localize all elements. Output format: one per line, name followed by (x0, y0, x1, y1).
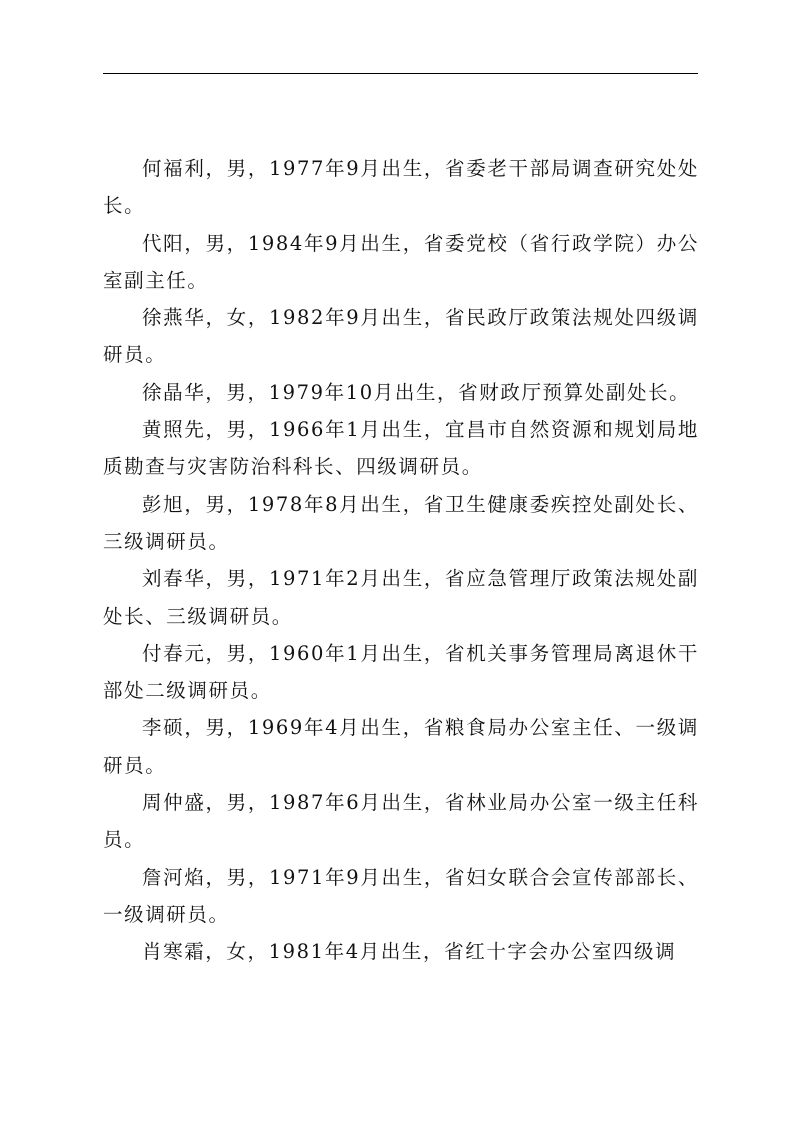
personnel-entry: 徐燕华，女，1982年9月出生，省民政厅政策法规处四级调研员。 (103, 306, 699, 367)
personnel-entry: 李硕，男，1969年4月出生，省粮食局办公室主任、一级调研员。 (103, 716, 699, 777)
personnel-entry: 詹河焰，男，1971年9月出生，省妇女联合会宣传部部长、一级调研员。 (103, 865, 699, 926)
personnel-entry: 代阳，男，1984年9月出生，省委党校（省行政学院）办公室副主任。 (103, 231, 699, 292)
document-body (103, 150, 699, 971)
personnel-entry: 刘春华，男，1971年2月出生，省应急管理厅政策法规处副处长、三级调研员。 (103, 567, 699, 628)
personnel-entry: 肖寒霜，女，1981年4月出生，省红十字会办公室四级调 (142, 940, 677, 964)
personnel-entry: 何福利，男，1977年9月出生，省委老干部局调查研究处处长。 (103, 157, 699, 218)
header-rule (103, 73, 698, 74)
personnel-entry: 彭旭，男，1978年8月出生，省卫生健康委疾控处副处长、三级调研员。 (103, 492, 699, 553)
personnel-entry: 付春元，男，1960年1月出生，省机关事务管理局离退休干部处二级调研员。 (103, 641, 699, 703)
personnel-entry: 黄照先，男，1966年1月出生，宜昌市自然资源和规划局地质勘查与灾害防治科科长、四级调研员。 (103, 418, 699, 479)
personnel-entry: 周仲盛，男，1987年6月出生，省林业局办公室一级主任科员。 (103, 791, 699, 852)
personnel-entry: 徐晶华，男，1979年10月出生，省财政厅预算处副处长。 (142, 380, 691, 404)
